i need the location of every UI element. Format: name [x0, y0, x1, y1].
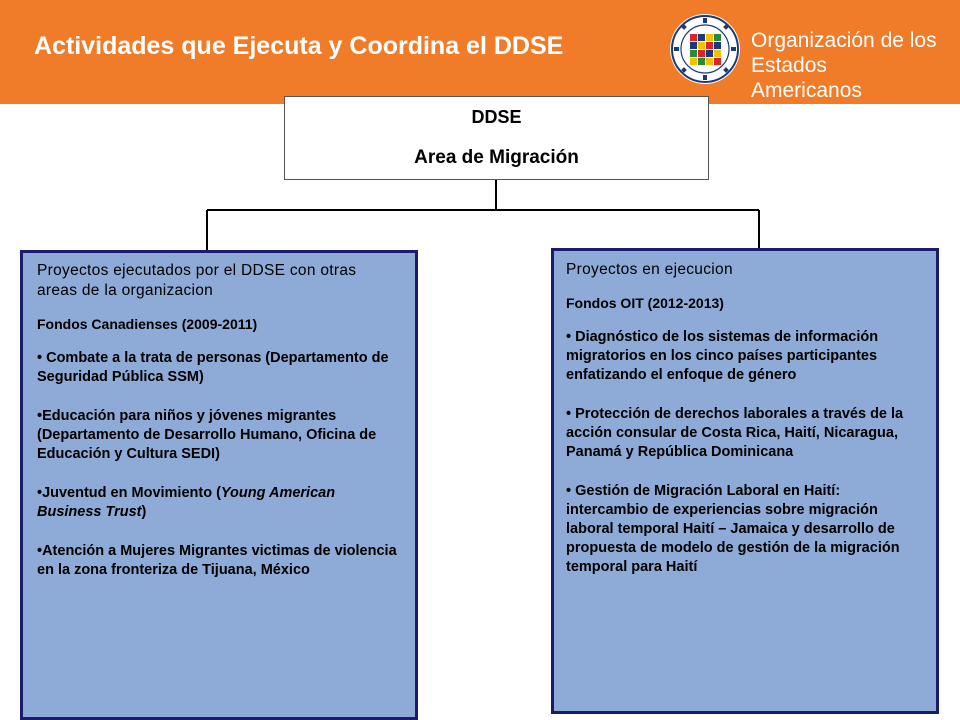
ddse-node-subtitle: Area de Migración — [414, 147, 579, 168]
header-bar — [0, 0, 960, 104]
ongoing-projects-panel — [551, 248, 939, 714]
project-item: •Educación para niños y jóvenes migrantes (Departamento de Desarrollo Humano, Oficina de Educación y Cultura SEDI) — [37, 408, 377, 462]
project-item: • Protección de derechos laborales a través de la acción consular de Costa Rica, Haití, Nicaragua, Panamá y República Dominicana — [566, 406, 904, 460]
canadian-funds-label: Fondos Canadienses (2009-2011) — [37, 316, 258, 332]
org-name-line2: Estados Americanos — [751, 54, 862, 102]
project-item: • Combate a la trata de personas (Departamento de Seguridad Pública SSM) — [37, 350, 389, 385]
oas-logo — [668, 12, 940, 102]
ddse-node — [284, 96, 709, 180]
executed-projects-panel — [20, 250, 418, 720]
project-item: •Atención a Mujeres Migrantes victimas de violencia en la zona fronteriza de Tijuana, México — [37, 543, 397, 578]
project-item: • Diagnóstico de los sistemas de información migratorios en los cinco países participantes enfatizando el enfoque de género — [566, 329, 879, 383]
project-item-emphasis: Young American Business Trust — [37, 485, 336, 520]
slide-title: Actividades que Ejecuta y Coordina el DDSE — [34, 32, 564, 60]
oit-funds-label: Fondos OIT (2012-2013) — [566, 295, 724, 311]
oas-seal-icon — [668, 12, 742, 86]
project-item — [37, 484, 401, 522]
project-item: • Gestión de Migración Laboral en Haití: intercambio de experiencias sobre migración laboral temporal Haití – Jamaica y desarrollo de propuesta de modelo de gestión de la migración temporal para Haití — [566, 483, 900, 575]
project-item-suffix: ) — [141, 504, 147, 520]
org-name-line1: Organización de los — [751, 29, 937, 52]
executed-projects-heading: Proyectos ejecutados por el DDSE con otras areas de la organizacion — [37, 262, 357, 299]
ddse-node-title: DDSE — [471, 107, 522, 127]
org-name — [751, 28, 940, 103]
ongoing-projects-heading: Proyectos en ejecucion — [566, 261, 733, 278]
project-item-prefix: •Juventud en Movimiento ( — [37, 485, 221, 501]
